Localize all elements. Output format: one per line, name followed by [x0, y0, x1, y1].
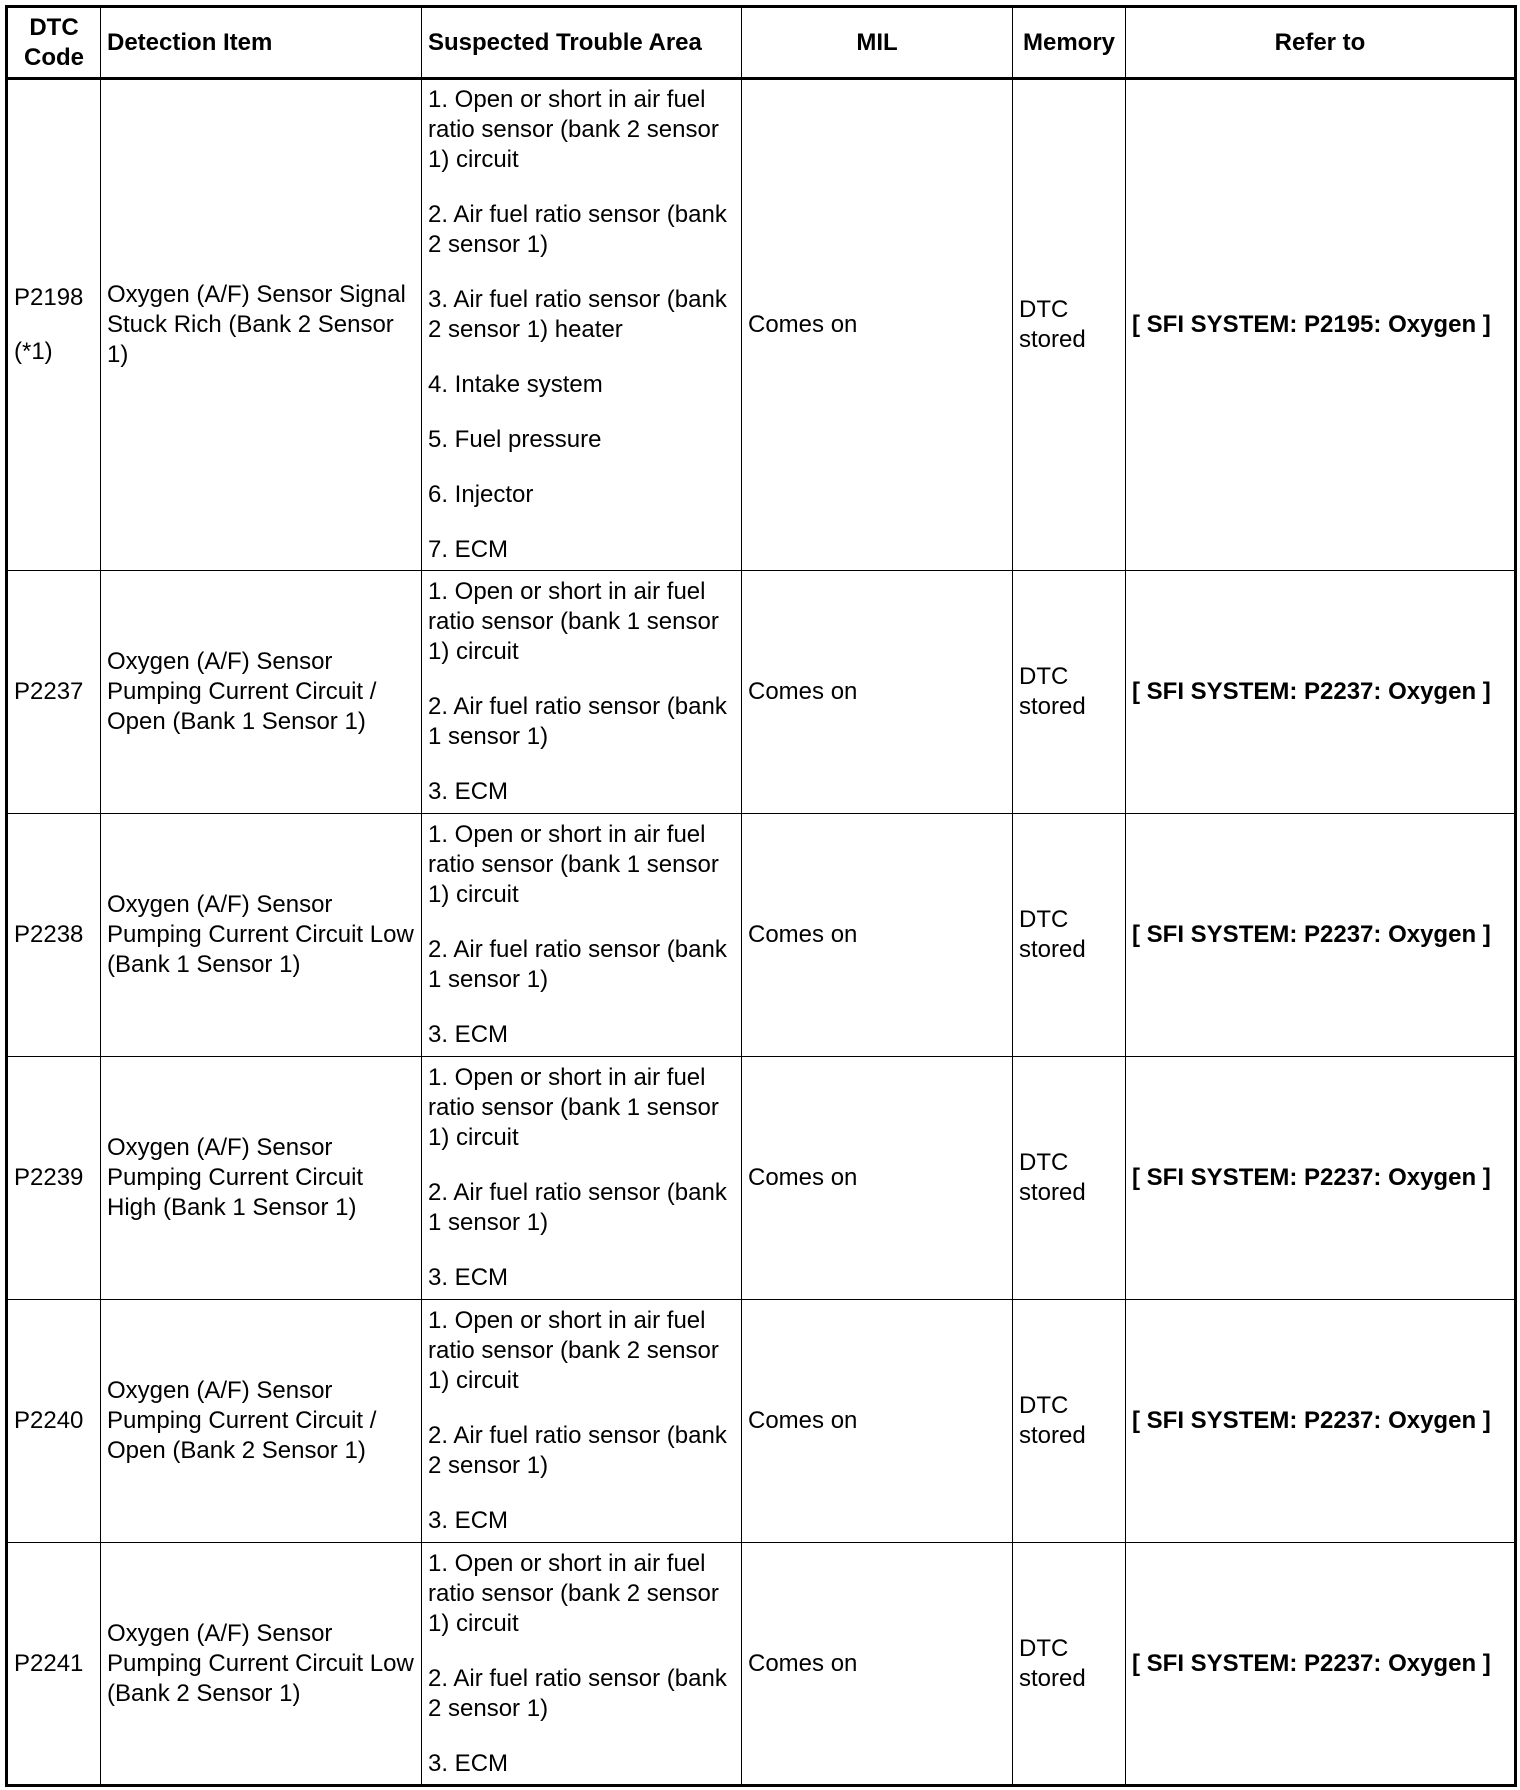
dtc-code: P2241 [14, 1649, 84, 1677]
trouble-area-item: 3. Air fuel ratio sensor (bank 2 sensor 1) heater [428, 286, 727, 343]
trouble-area-item: 4. Intake system [428, 371, 603, 398]
header-suspected-trouble-area: Suspected Trouble Area [422, 7, 742, 79]
trouble-area-item: 1. Open or short in air fuel ratio sensor (bank 2 sensor 1) circuit [428, 86, 719, 173]
detection-item: Oxygen (A/F) Sensor Pumping Current Circuit / Open (Bank 2 Sensor 1) [101, 1300, 422, 1543]
dtc-code-cell [7, 571, 101, 814]
mil-status: Comes on [742, 571, 1013, 814]
trouble-area-item: 1. Open or short in air fuel ratio sensor (bank 2 sensor 1) circuit [428, 1549, 719, 1637]
trouble-area-item: 3. ECM [428, 1021, 509, 1048]
table-header [7, 7, 1516, 79]
suspected-trouble-area [422, 1300, 742, 1543]
memory-status: DTC stored [1013, 79, 1126, 571]
trouble-area-list [428, 820, 735, 1050]
dtc-table [5, 5, 1517, 1787]
detection-item: Oxygen (A/F) Sensor Pumping Current Circuit Low (Bank 2 Sensor 1) [101, 1543, 422, 1786]
refer-to-cell [1126, 1543, 1516, 1786]
suspected-trouble-area [422, 1543, 742, 1786]
dtc-code-note: (*1) [14, 338, 53, 365]
mil-status: Comes on [742, 814, 1013, 1057]
trouble-area-item: 3. ECM [428, 1749, 509, 1777]
header-row [7, 7, 1516, 79]
trouble-area-list [428, 85, 735, 565]
refer-to-link[interactable]: [ SFI SYSTEM: P2237: Oxygen ] [1132, 921, 1491, 948]
refer-to-cell [1126, 1300, 1516, 1543]
refer-to-cell [1126, 571, 1516, 814]
dtc-code: P2239 [14, 1164, 84, 1191]
refer-to-cell [1126, 1057, 1516, 1300]
dtc-code-cell [7, 1300, 101, 1543]
table-body [7, 79, 1516, 1786]
detection-item: Oxygen (A/F) Sensor Signal Stuck Rich (Bank 2 Sensor 1) [101, 79, 422, 571]
trouble-area-item: 1. Open or short in air fuel ratio sensor (bank 1 sensor 1) circuit [428, 578, 719, 665]
trouble-area-list [428, 577, 735, 807]
detection-item: Oxygen (A/F) Sensor Pumping Current Circuit / Open (Bank 1 Sensor 1) [101, 571, 422, 814]
trouble-area-item: 3. ECM [428, 1507, 509, 1534]
trouble-area-item: 1. Open or short in air fuel ratio sensor (bank 1 sensor 1) circuit [428, 821, 719, 908]
trouble-area-item: 2. Air fuel ratio sensor (bank 1 sensor 1) [428, 693, 727, 750]
trouble-area-item: 2. Air fuel ratio sensor (bank 1 sensor 1) [428, 1179, 727, 1236]
table-row [7, 1300, 1516, 1543]
refer-to-cell [1126, 814, 1516, 1057]
suspected-trouble-area [422, 571, 742, 814]
table-row [7, 79, 1516, 571]
refer-to-link[interactable]: [ SFI SYSTEM: P2237: Oxygen ] [1132, 678, 1491, 705]
refer-to-link[interactable]: [ SFI SYSTEM: P2237: Oxygen ] [1132, 1649, 1491, 1677]
header-mil: MIL [742, 7, 1013, 79]
suspected-trouble-area [422, 79, 742, 571]
suspected-trouble-area [422, 814, 742, 1057]
dtc-code: P2237 [14, 678, 84, 705]
header-dtc-code: DTC Code [7, 7, 101, 79]
trouble-area-item: 6. Injector [428, 481, 534, 508]
mil-status: Comes on [742, 79, 1013, 571]
dtc-code: P2198 [14, 284, 84, 311]
trouble-area-item: 1. Open or short in air fuel ratio sensor (bank 1 sensor 1) circuit [428, 1064, 719, 1151]
memory-status: DTC stored [1013, 814, 1126, 1057]
memory-status: DTC stored [1013, 571, 1126, 814]
trouble-area-list [428, 1549, 735, 1779]
mil-status: Comes on [742, 1300, 1013, 1543]
memory-status: DTC stored [1013, 1543, 1126, 1786]
suspected-trouble-area [422, 1057, 742, 1300]
table-row [7, 814, 1516, 1057]
detection-item: Oxygen (A/F) Sensor Pumping Current Circuit High (Bank 1 Sensor 1) [101, 1057, 422, 1300]
dtc-code-cell [7, 814, 101, 1057]
trouble-area-list [428, 1063, 735, 1293]
trouble-area-item: 3. ECM [428, 1264, 509, 1291]
refer-to-link[interactable]: [ SFI SYSTEM: P2237: Oxygen ] [1132, 1407, 1491, 1434]
header-detection-item: Detection Item [101, 7, 422, 79]
memory-status: DTC stored [1013, 1057, 1126, 1300]
detection-item: Oxygen (A/F) Sensor Pumping Current Circuit Low (Bank 1 Sensor 1) [101, 814, 422, 1057]
trouble-area-item: 2. Air fuel ratio sensor (bank 2 sensor 1) [428, 1664, 727, 1722]
dtc-code: P2240 [14, 1407, 84, 1434]
trouble-area-item: 2. Air fuel ratio sensor (bank 2 sensor 1) [428, 201, 727, 258]
refer-to-cell [1126, 79, 1516, 571]
header-refer-to: Refer to [1126, 7, 1516, 79]
trouble-area-item: 7. ECM [428, 536, 509, 563]
trouble-area-list [428, 1306, 735, 1536]
memory-status: DTC stored [1013, 1300, 1126, 1543]
table-row [7, 1057, 1516, 1300]
mil-status: Comes on [742, 1543, 1013, 1786]
table-row [7, 571, 1516, 814]
header-memory: Memory [1013, 7, 1126, 79]
trouble-area-item: 2. Air fuel ratio sensor (bank 1 sensor 1) [428, 936, 727, 993]
trouble-area-item: 2. Air fuel ratio sensor (bank 2 sensor 1) [428, 1422, 727, 1479]
refer-to-link[interactable]: [ SFI SYSTEM: P2195: Oxygen ] [1132, 311, 1491, 338]
trouble-area-item: 5. Fuel pressure [428, 426, 602, 453]
trouble-area-item: 3. ECM [428, 778, 509, 805]
dtc-code-cell [7, 79, 101, 571]
dtc-code: P2238 [14, 921, 84, 948]
mil-status: Comes on [742, 1057, 1013, 1300]
dtc-code-cell [7, 1057, 101, 1300]
refer-to-link[interactable]: [ SFI SYSTEM: P2237: Oxygen ] [1132, 1164, 1491, 1191]
table-row [7, 1543, 1516, 1786]
dtc-code-cell [7, 1543, 101, 1786]
trouble-area-item: 1. Open or short in air fuel ratio sensor (bank 2 sensor 1) circuit [428, 1307, 719, 1394]
